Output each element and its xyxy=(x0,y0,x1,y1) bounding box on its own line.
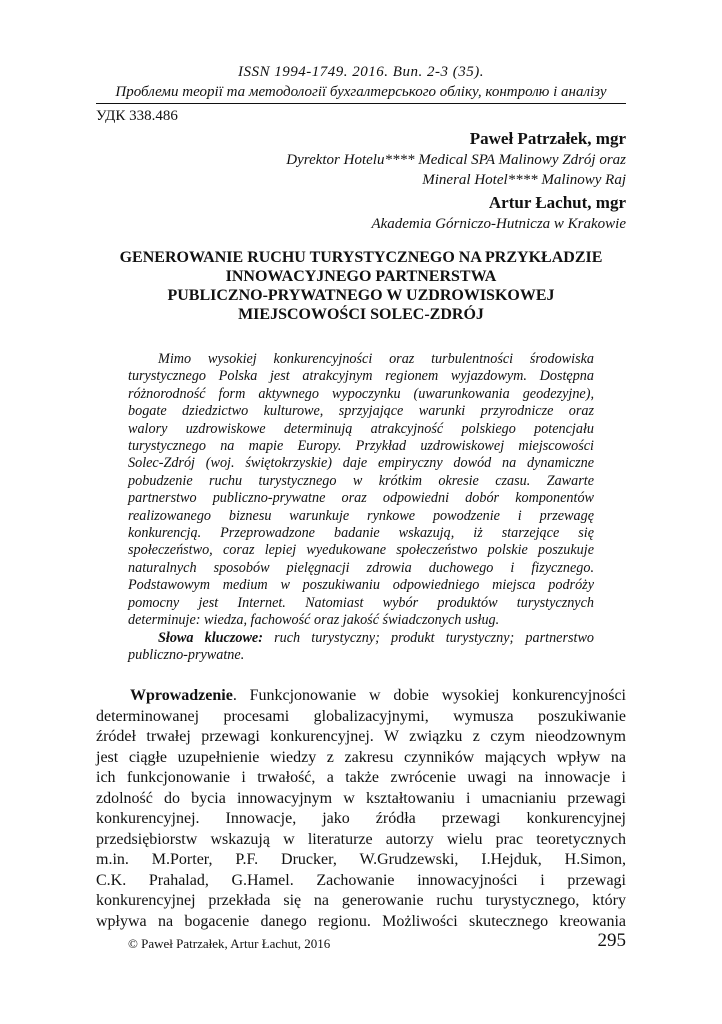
abstract-line: turystycznego Polska jest atrakcyjnym regionem wyjazdowym. Dostępna xyxy=(128,368,594,385)
copyright-notice: © Paweł Patrzałek, Artur Łachut, 2016 xyxy=(128,936,331,951)
keywords-line xyxy=(128,630,594,647)
title-line: GENEROWANIE RUCHU TURYSTYCZNEGO NA PRZYKŁADZIE xyxy=(119,249,603,266)
abstract-line: Mimo wysokiej konkurencyjności oraz turbulentności środowiska xyxy=(158,351,594,367)
abstract-line: społeczeństwo, coraz lepiej wyedukowane społeczeństwo polskie poszukuje xyxy=(128,542,594,559)
abstract-line: pobudzenie ruchu turystycznego w krótkim okresie czasu. Zawarte xyxy=(128,472,594,489)
body-line: C.K. Prahalad, G.Hamel. Zachowanie innowacyjności i przewagi xyxy=(96,871,626,889)
title-line: INNOWACYJNEGO PARTNERSTWA xyxy=(225,268,497,285)
body-line: wpływa na bogacenie danego regionu. Możliwości skutecznego kreowania xyxy=(96,912,626,930)
journal-series-title: Проблеми теорії та методології бухгалтерського обліку, контролю і аналізу xyxy=(115,84,607,100)
abstract-line: realizowanego biznesu warunkuje rynkowe powodzenie i przewagę xyxy=(128,507,594,524)
paper-title xyxy=(96,248,626,324)
abstract-line: bogate dziedzictwo kulturowe, sprzyjające warunki przyrodnicze oraz xyxy=(128,403,594,420)
body-line: determinowanej procesami globalizacyjnymi, wymusza poszukiwanie xyxy=(96,707,626,725)
abstract-line: konkurencją. Przeprowadzone badanie wskazują, iż starzejące się xyxy=(128,525,594,542)
author-name: Artur Łachut, mgr xyxy=(488,193,626,212)
udk-code: УДК 338.486 xyxy=(96,108,178,124)
abstract xyxy=(128,351,594,664)
keywords-text: ruch turystyczny; produkt turystyczny; partnerstwo xyxy=(274,629,595,646)
journal-issn-line: ISSN 1994-1749. 2016. Вип. 2-3 (35). xyxy=(238,64,484,80)
author-block-2 xyxy=(371,192,626,234)
keywords-label: Słowa kluczowe: xyxy=(158,629,263,646)
body-line: zdolność do bycia innowacyjnym w kształtowaniu i umacnianiu przewagi xyxy=(96,789,626,807)
body-line: jest ciągłe uzupełnienie wiedzy z zakresu czynników mających wpływ na xyxy=(96,748,626,766)
author-affiliation-line: Dyrektor Hotelu**** Medical SPA Malinowy Zdrój oraz xyxy=(286,152,626,168)
body-line: ich funkcjonowanie i trwałość, a także zwrócenie uwagi na innowacje i xyxy=(96,769,626,786)
abstract-line: Solec-Zdrój (woj. świętokrzyskie) daje empiryczny dowód na dynamiczne xyxy=(128,455,594,472)
abstract-line: pomocny jest Internet. Natomiast wybór produktów turystycznych xyxy=(128,594,594,611)
abstract-line: turystycznego na mapie Europy. Przykład uzdrowiskowej miejscowości xyxy=(128,438,594,455)
abstract-line: naturalnych sposobów pielęgnacji zdrowia duchowego i fizycznego. xyxy=(128,559,594,576)
abstract-line: determinuje: wiedza, fachowość oraz jakość świadczonych usług. xyxy=(128,612,500,629)
abstract-line: różnorodność form aktywnego wypoczynku (uwarunkowania geodezyjne), xyxy=(128,385,594,402)
body-line: m.in. M.Porter, P.F. Drucker, W.Grudzewski, I.Hejduk, H.Simon, xyxy=(96,851,626,868)
body-line: przedsiębiorstw wskazują w literaturze autorzy wielu prac teoretycznych xyxy=(96,830,626,848)
header-divider xyxy=(96,103,626,104)
title-line: MIEJSCOWOŚCI SOLEC-ZDRÓJ xyxy=(238,306,484,323)
body-line: źródeł trwałej przewagi konkurencyjnej. W związku z czym nieodzownym xyxy=(96,728,626,745)
body-line: konkurencyjnej. Innowacje, jako źródła przewagi konkurencyjnej xyxy=(96,810,626,827)
title-line: PUBLICZNO-PRYWATNEGO W UZDROWISKOWEJ xyxy=(167,287,555,304)
abstract-line: partnerstwo publiczno-prywatne oraz odpowiedni dobór komponentów xyxy=(128,490,594,507)
keywords-line: publiczno-prywatne. xyxy=(128,646,245,663)
section-heading-inline: Wprowadzenie xyxy=(130,687,233,704)
abstract-line: Podstawowym medium w poszukiwaniu odpowiedniego miejsca podróży xyxy=(128,577,594,594)
body-text-segment: . Funkcjonowanie w dobie wysokiej konkurencyjności xyxy=(232,687,626,704)
author-name: Paweł Patrzałek, mgr xyxy=(469,129,626,148)
body-line xyxy=(96,686,626,707)
page-number: 295 xyxy=(597,930,626,951)
author-affiliation-line: Mineral Hotel**** Malinowy Raj xyxy=(422,172,626,188)
author-affiliation-line: Akademia Górniczo-Hutnicza w Krakowie xyxy=(371,216,626,232)
body-line: konkurencyjnej przekłada się na generowanie ruchu turystycznego, który xyxy=(96,892,626,909)
abstract-line: walory uzdrowiskowe determinują atrakcyjność polskiego potencjału xyxy=(128,420,594,437)
author-block-1 xyxy=(286,128,626,190)
body-text xyxy=(96,686,626,932)
